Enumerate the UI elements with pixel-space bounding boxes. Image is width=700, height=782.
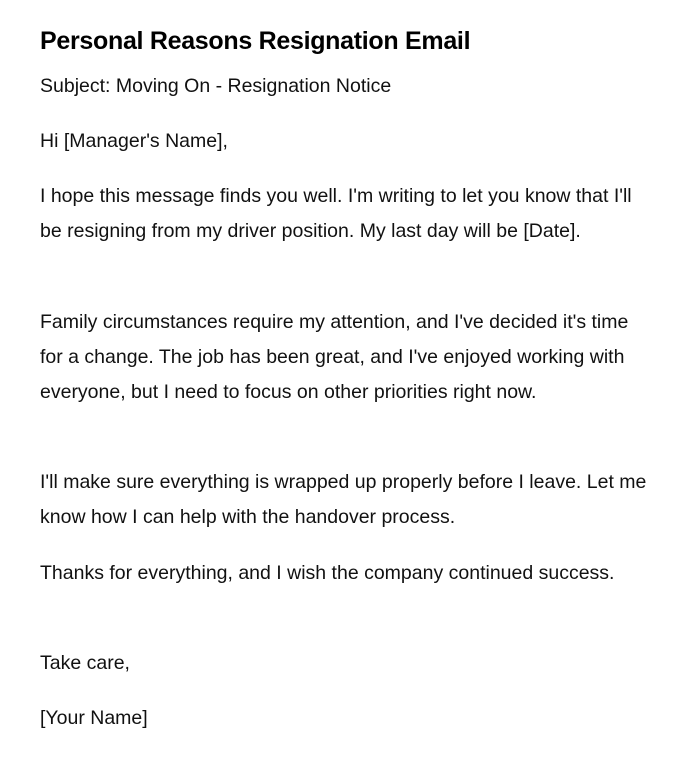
email-paragraph-2: Family circumstances require my attention, and I've decided it's time for a change. The job has been great, and I've enjoyed working with everyone, but I need to focus on other priorities right now.	[40, 311, 629, 404]
email-paragraph-1: I hope this message finds you well. I'm writing to let you know that I'll be resigning from my driver position. My last day will be [Date].	[40, 185, 632, 243]
email-signature: [Your Name]	[40, 707, 148, 729]
email-closing: Take care,	[40, 652, 130, 674]
email-subject: Subject: Moving On - Resignation Notice	[40, 75, 392, 97]
email-paragraph-3: I'll make sure everything is wrapped up properly before I leave. Let me know how I can help with the handover process.	[40, 471, 647, 529]
page-title: Personal Reasons Resignation Email	[40, 27, 471, 55]
email-greeting: Hi [Manager's Name],	[40, 130, 228, 152]
email-paragraph-4: Thanks for everything, and I wish the company continued success.	[40, 562, 615, 584]
